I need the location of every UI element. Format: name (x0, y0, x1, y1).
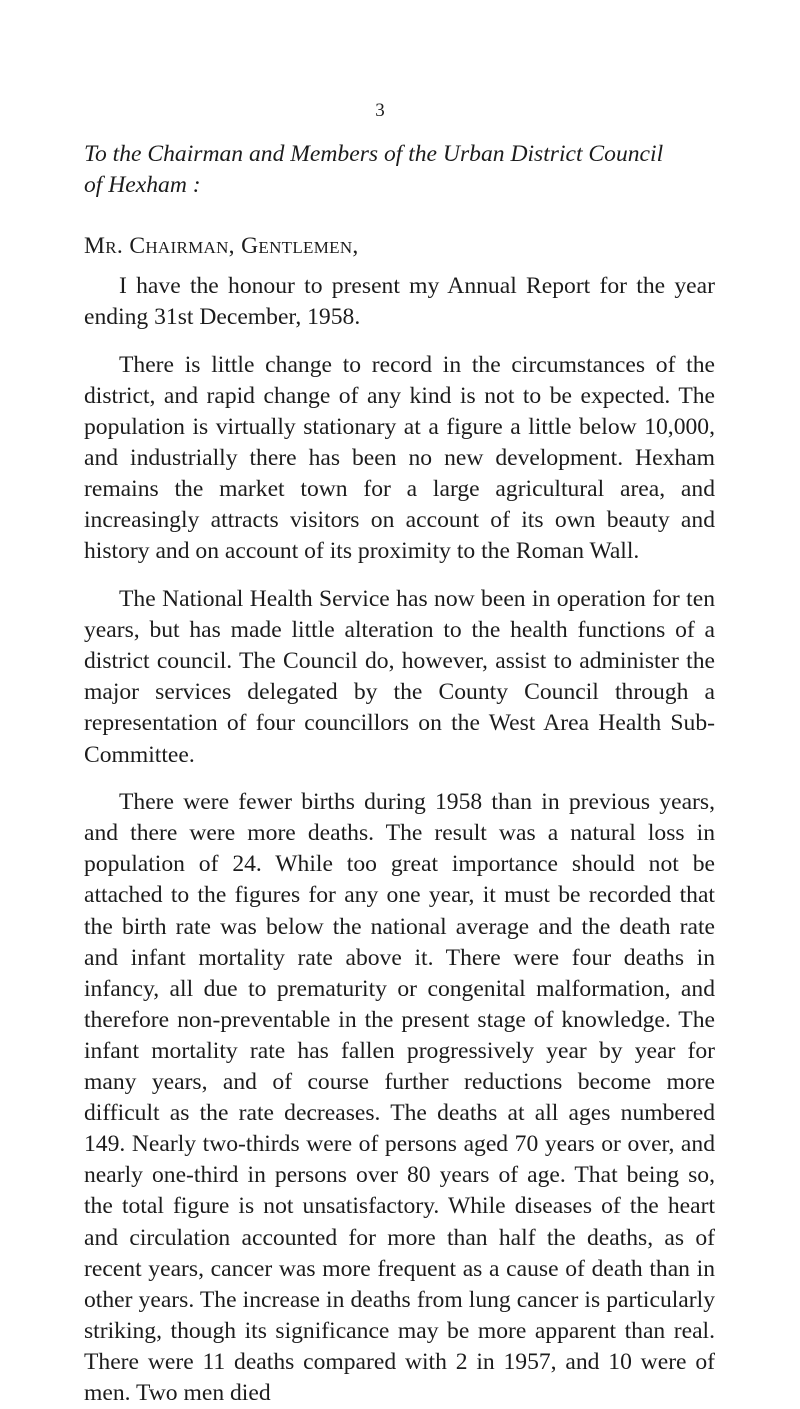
paragraph-introduction: I have the honour to present my Annual Report for the year ending 31st December, 1958. (84, 273, 715, 331)
addressee-line-1: To the Chairman and Members of the Urban District Council (84, 141, 664, 167)
addressee (84, 139, 715, 201)
salutation: Mr. Chairman, Gentlemen, (84, 233, 359, 259)
addressee-line-2: of Hexham : (84, 172, 201, 199)
paragraph-health-service: The National Health Service has now been in operation for ten years, but has made little alteration to the health functions of a district council. The Council do, however, assist to administer the major services delegated by the County Council through a representation of four councillors on the West Area Health Sub-Committee. (84, 586, 715, 768)
page-number: 3 (375, 100, 385, 121)
paragraph-district-circumstances: There is little change to record in the circumstances of the district, and rapid change of any kind is not to be expected. The population is virtually stationary at a figure a little below 10,000, and industrially there has been no new development. Hexham remains the market town for a large agricultural area, and increasingly attracts visitors on account of its own beauty and history and on account of its proximity to the Roman Wall. (84, 351, 715, 565)
paragraph-vital-statistics: There were fewer births during 1958 than in previous years, and there were more deaths. The result was a natural loss in population of 24. While too great importance should not be attached to the figures for any one year, it must be recorded that the birth rate was below the national average and the death rate and infant mortality rate above it. There were four deaths in infancy, all due to prematurity or congenital malformation, and therefore non-preventable in the present stage of knowledge. The infant mortality rate has fallen progressively year by year for many years, and of course further reductions become more difficult as the rate decreases. The deaths at all ages numbered 149. Nearly two-thirds were of persons aged 70 years or over, and nearly one-third in persons over 80 years of age. That being so, the total figure is not unsatisfactory. While diseases of the heart and circulation accounted for more than half the deaths, as of recent years, cancer was more frequent as a cause of death than in other years. The increase in deaths from lung cancer is particularly striking, though its significance may be more apparent than real. There were 11 deaths compared with 2 in 1957, and 10 were of men. Two men died (84, 789, 715, 1406)
report-body (84, 271, 715, 1409)
